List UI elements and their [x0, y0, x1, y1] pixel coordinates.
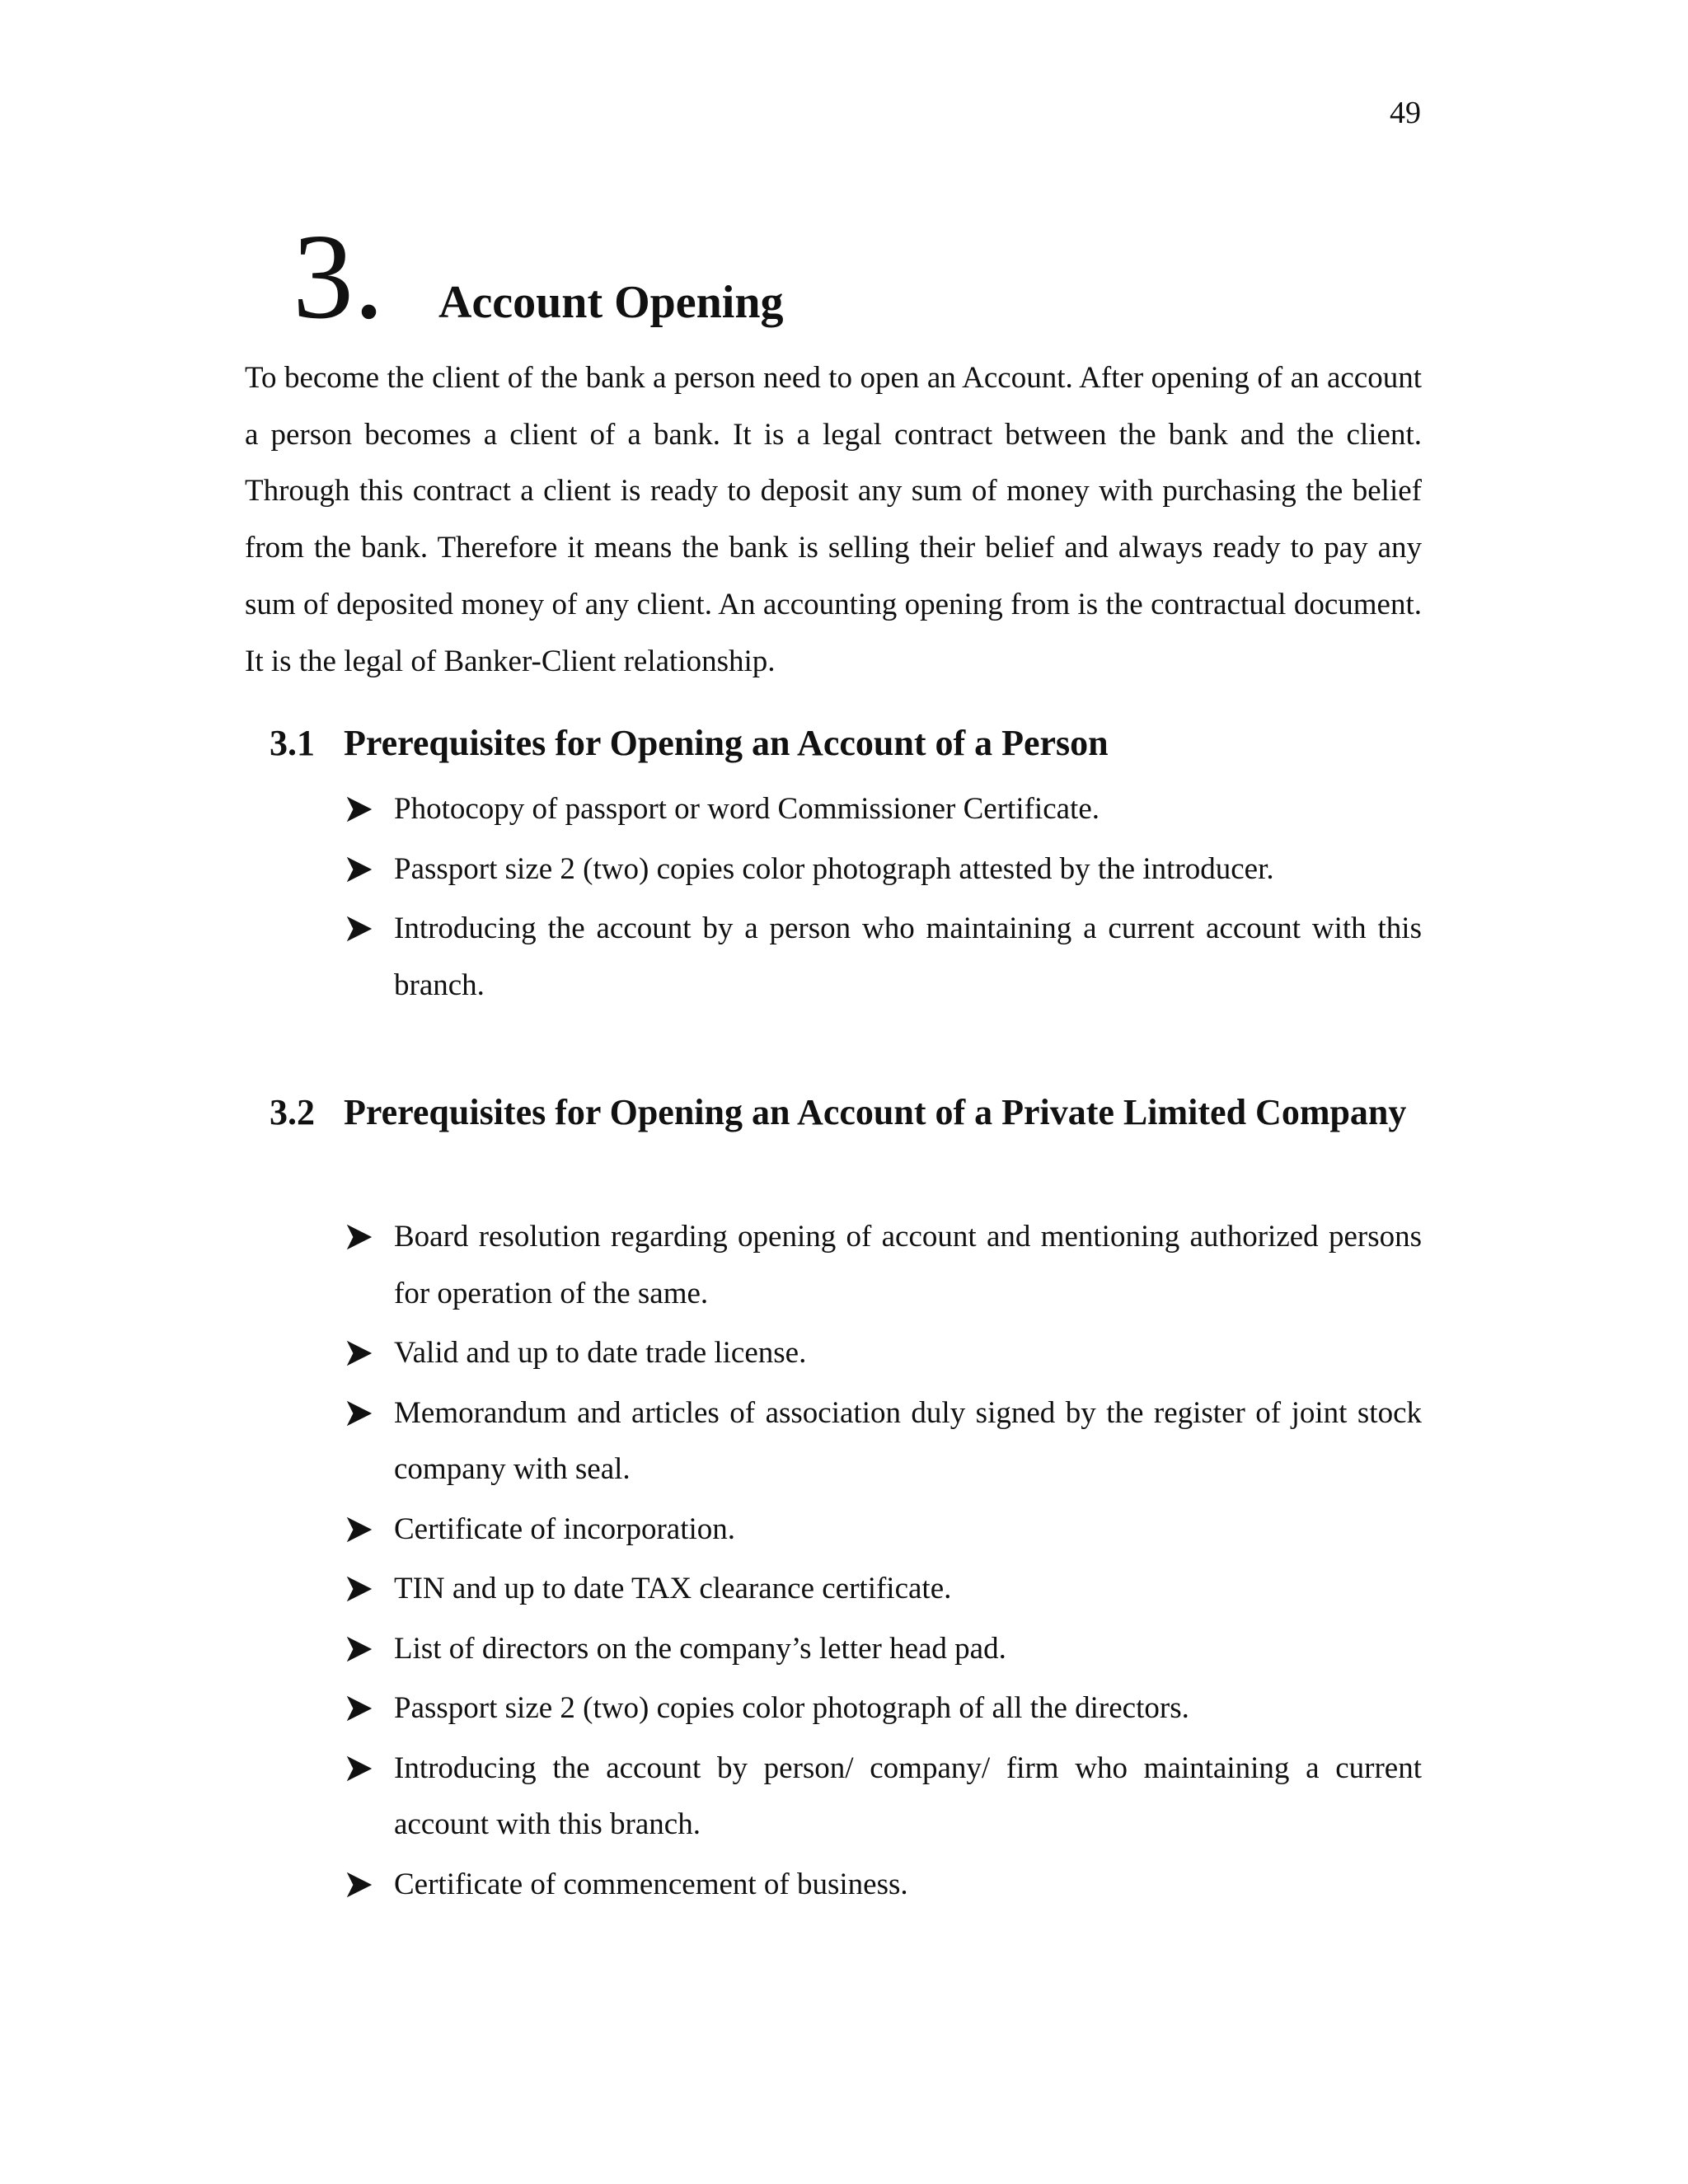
- list-item: [344, 841, 1422, 898]
- arrowhead-bullet-icon: [344, 1338, 375, 1369]
- list-item-text: Memorandum and articles of association duly signed by the register of joint stock company with seal.: [394, 1395, 1422, 1486]
- list-item-text: Certificate of incorporation.: [394, 1511, 736, 1546]
- arrowhead-bullet-icon: [344, 1398, 375, 1429]
- list-item-text: Passport size 2 (two) copies color photograph attested by the introducer.: [394, 851, 1274, 886]
- section-number: 3.2: [270, 1092, 315, 1132]
- section-heading-3-2: [270, 1080, 1422, 1146]
- bullet-list-company: [344, 1209, 1422, 1916]
- list-item-text: Board resolution regarding opening of account and mentioning authorized persons for operation of the same.: [394, 1220, 1422, 1310]
- bullet-list-person: [344, 781, 1422, 1017]
- arrowhead-bullet-icon: [344, 1753, 375, 1784]
- arrowhead-bullet-icon: [344, 1573, 375, 1605]
- list-item-text: Valid and up to date trade license.: [394, 1336, 807, 1370]
- list-item: [344, 1502, 1422, 1558]
- list-item-text: Introducing the account by person/ company/ firm who maintaining a current account with this branch.: [394, 1750, 1422, 1841]
- section-heading-3-1: [270, 710, 1422, 776]
- arrowhead-bullet-icon: [344, 794, 375, 825]
- list-item: [344, 1325, 1422, 1382]
- list-item-text: Introducing the account by a person who maintaining a current account with this branch.: [394, 912, 1422, 1002]
- section-number: 3.1: [270, 723, 315, 763]
- list-item: [344, 781, 1422, 838]
- section-title: Prerequisites for Opening an Account of a Person: [344, 723, 1109, 763]
- arrowhead-bullet-icon: [344, 1693, 375, 1724]
- arrowhead-bullet-icon: [344, 1869, 375, 1900]
- list-item: [344, 1741, 1422, 1854]
- arrowhead-bullet-icon: [344, 913, 375, 944]
- arrowhead-bullet-icon: [344, 1514, 375, 1545]
- page-number: 49: [1390, 96, 1421, 130]
- list-item: [344, 1680, 1422, 1737]
- arrowhead-bullet-icon: [344, 1221, 375, 1253]
- list-item: [344, 1209, 1422, 1322]
- list-item-text: Photocopy of passport or word Commissioner Certificate.: [394, 792, 1100, 826]
- chapter-number: 3.: [293, 209, 384, 344]
- list-item-text: Certificate of commencement of business.: [394, 1867, 908, 1901]
- section-title: Prerequisites for Opening an Account of a Private Limited Company: [344, 1092, 1407, 1132]
- chapter-title: Account Opening: [438, 277, 784, 328]
- list-item-text: Passport size 2 (two) copies color photograph of all the directors.: [394, 1691, 1189, 1725]
- chapter-heading: [293, 209, 784, 344]
- list-item: [344, 1385, 1422, 1498]
- list-item-text: List of directors on the company’s letter head pad.: [394, 1631, 1006, 1666]
- arrowhead-bullet-icon: [344, 1633, 375, 1665]
- list-item: [344, 1621, 1422, 1678]
- intro-paragraph: To become the client of the bank a person need to open an Account. After opening of an account a person becomes a client of a bank. It is a legal contract between the bank and the client. Through this contract a client is ready to deposit any sum of money with purchasing the belief from the bank. Therefore it means the bank is selling their belief and always ready to pay any sum of deposited money of any client. An accounting opening from is the contractual document. It is the legal of Banker-Client relationship.: [245, 361, 1422, 678]
- list-item-text: TIN and up to date TAX clearance certificate.: [394, 1572, 952, 1605]
- arrowhead-bullet-icon: [344, 854, 375, 885]
- list-item: [344, 1857, 1422, 1914]
- list-item: [344, 901, 1422, 1014]
- list-item: [344, 1561, 1422, 1618]
